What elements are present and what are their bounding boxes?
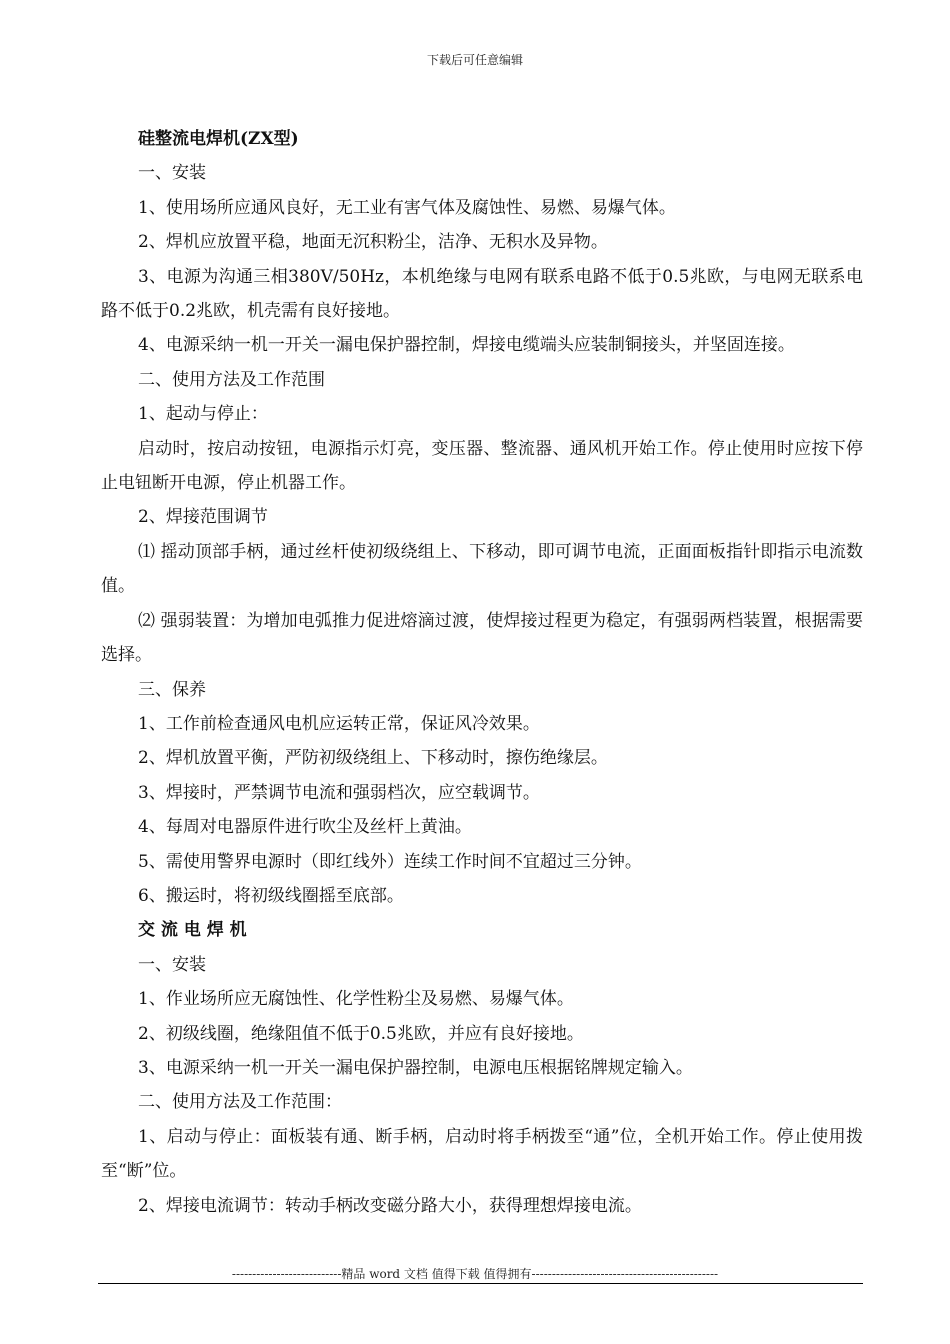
heading: 一、安装 (138, 163, 206, 184)
footer-divider (98, 1283, 863, 1284)
paragraph: 3、电源采纳一机一开关一漏电保护器控制，电源电压根据铭牌规定输入。 (138, 1057, 693, 1078)
paragraph: 4、电源采纳一机一开关一漏电保护器控制，焊接电缆端头应装制铜接头，并坚固连接。 (138, 335, 795, 356)
paragraph: 1、启动与停止：面板装有通、断手柄，启动时将手柄拨至“通”位，全机开始工作。停止使用拨至“断”位。 (101, 1126, 863, 1182)
paragraph: 1、作业场所应无腐蚀性、化学性粉尘及易燃、易爆气体。 (138, 989, 574, 1010)
paragraph: 3、电源为沟通三相380V/50Hz，本机绝缘与电网有联系电路不低于0.5兆欧，与电网无联系电路不低于0.2兆欧，机壳需有良好接地。 (101, 266, 863, 322)
page-footer: ---------------------------精品 word 文档 值得下载 值得拥有---------------------------------------------- (231, 1267, 719, 1281)
paragraph: 2、初级线圈，绝缘阻值不低于0.5兆欧，并应有良好接地。 (138, 1023, 584, 1044)
paragraph: 6、搬运时，将初级线圈摇至底部。 (138, 885, 404, 906)
heading: 三、保养 (138, 679, 206, 700)
paragraph: 5、需使用警界电源时（即红线外）连续工作时间不宜超过三分钟。 (138, 851, 642, 872)
paragraph: 2、焊机应放置平稳，地面无沉积粉尘，洁净、无积水及异物。 (138, 232, 608, 253)
paragraph: 2、焊接电流调节：转动手柄改变磁分路大小，获得理想焊接电流。 (138, 1195, 642, 1216)
paragraph: 1、起动与停止： (138, 404, 268, 425)
heading: 二、使用方法及工作范围： (138, 1092, 342, 1113)
section-title: 交 流 电 焊 机 (138, 920, 247, 941)
paragraph: 3、焊接时，严禁调节电流和强弱档次，应空载调节。 (138, 782, 540, 803)
paragraph: 1、工作前检查通风电机应运转正常，保证风冷效果。 (138, 713, 540, 734)
document-body (101, 122, 863, 1223)
section-title: 硅整流电焊机(ZX型) (138, 129, 299, 149)
paragraph: ⑵ 强弱装置：为增加电弧推力促进熔滴过渡，使焊接过程更为稳定，有强弱两档装置，根据需要选择。 (101, 610, 863, 666)
paragraph: 启动时，按启动按钮，电源指示灯亮，变压器、整流器、通风机开始工作。停止使用时应按下停止电钮断开电源，停止机器工作。 (101, 438, 863, 494)
page-header: 下载后可任意编辑 (426, 53, 523, 67)
heading: 二、使用方法及工作范围 (138, 369, 325, 390)
paragraph: ⑴ 摇动顶部手柄，通过丝杆使初级绕组上、下移动，即可调节电流，正面面板指针即指示电流数值。 (101, 541, 863, 597)
paragraph: 1、使用场所应通风良好，无工业有害气体及腐蚀性、易燃、易爆气体。 (138, 197, 676, 218)
paragraph: 2、焊机放置平衡，严防初级绕组上、下移动时，擦伤绝缘层。 (138, 748, 608, 769)
heading: 一、安装 (138, 954, 206, 975)
paragraph: 2、焊接范围调节 (138, 507, 268, 528)
paragraph: 4、每周对电器原件进行吹尘及丝杆上黄油。 (138, 817, 472, 838)
